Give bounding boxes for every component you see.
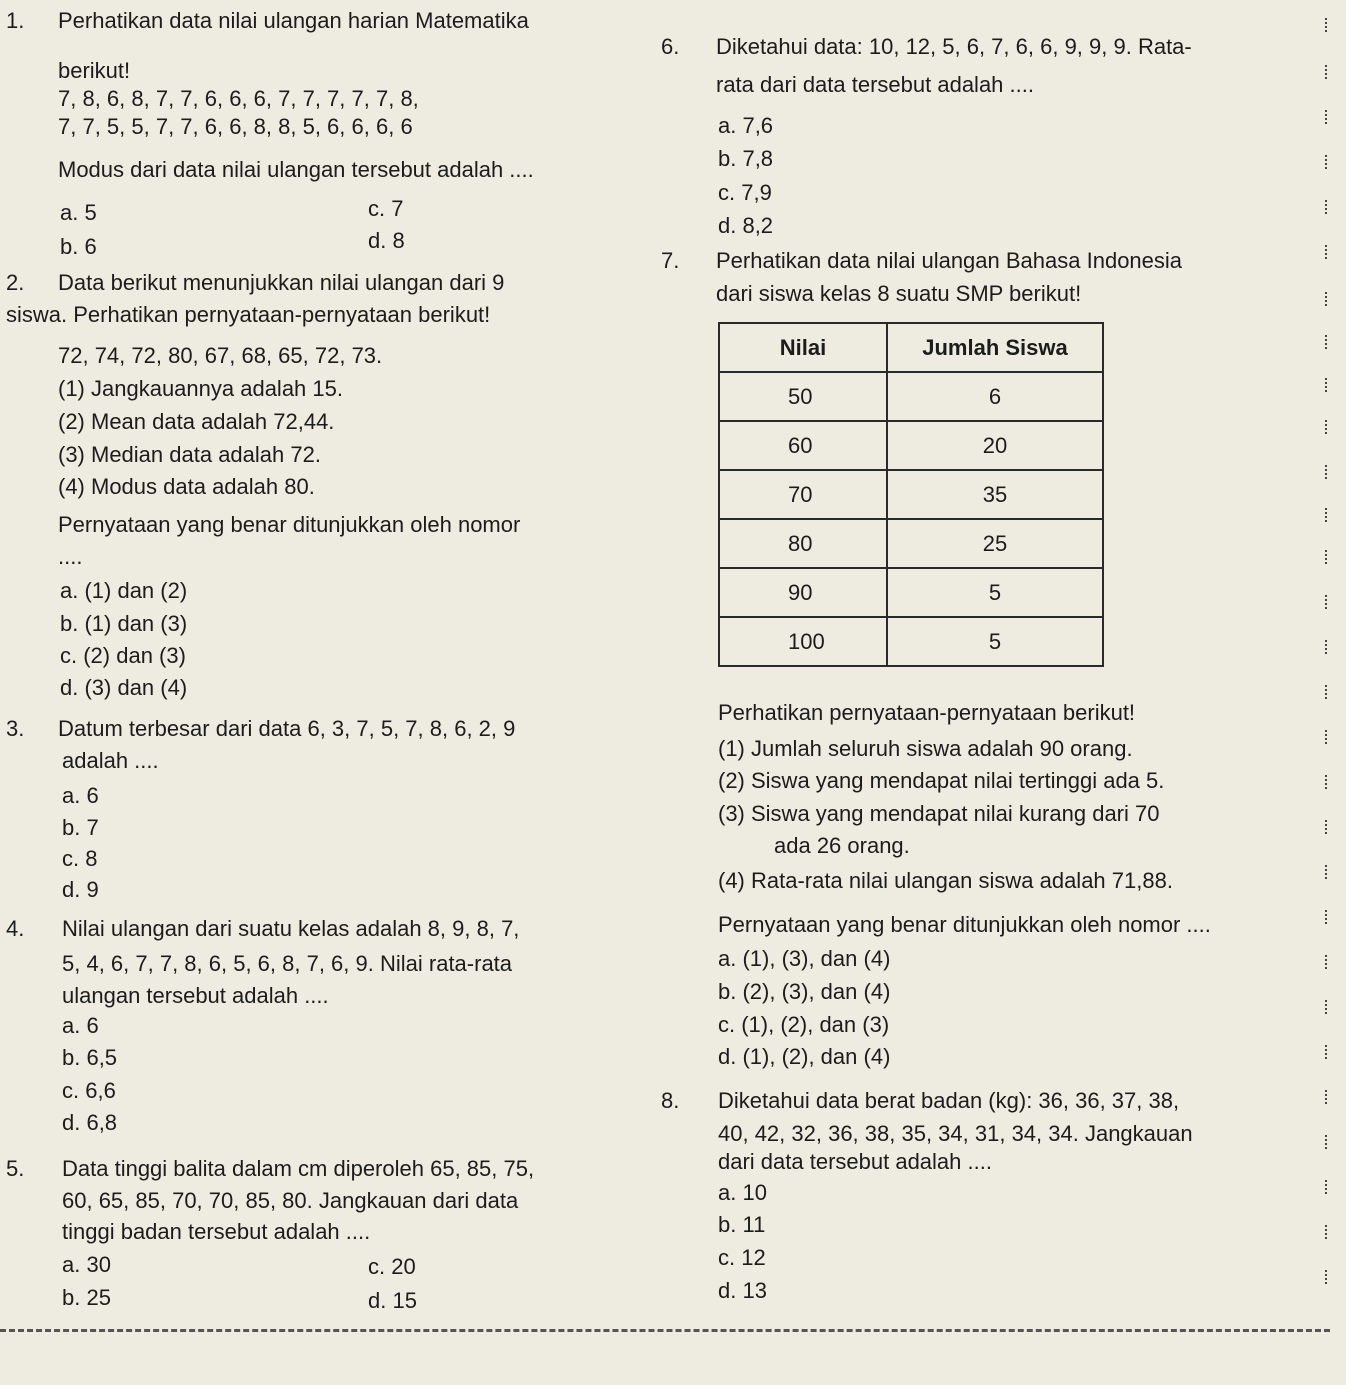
q7-question: Pernyataan yang benar ditunjukkan oleh nomor .... [718,912,1211,937]
q5-text-line2: 60, 65, 85, 70, 70, 85, 80. Jangkauan dari data [62,1188,519,1213]
table-header-nilai: Nilai [719,323,887,372]
margin-mark [1325,465,1330,479]
table-cell-jumlah: 5 [887,617,1103,666]
q1-data-line1: 7, 8, 6, 8, 7, 7, 6, 6, 6, 7, 7, 7, 7, 7, 8, [58,86,419,111]
q4-number: 4. [6,916,25,941]
q6-text-line2: rata dari data tersebut adalah .... [716,72,1034,97]
margin-mark [1325,292,1330,306]
table-row [719,372,1103,421]
q2-statement-1: (1) Jangkauannya adalah 15. [58,376,343,401]
margin-mark [1325,955,1330,969]
table-cell-nilai: 90 [719,568,887,617]
margin-dotted-marks [1325,10,1335,1320]
q7-text-line2: dari siswa kelas 8 suatu SMP berikut! [716,281,1082,306]
q5-option-d: d. 15 [368,1288,417,1313]
q1-option-b: b. 6 [60,234,97,259]
margin-mark [1325,820,1330,834]
q1-option-c: c. 7 [368,196,404,221]
q2-data: 72, 74, 72, 80, 67, 68, 65, 72, 73. [58,343,383,368]
q7-option-c: c. (1), (2), dan (3) [718,1012,890,1037]
table-row [719,617,1103,666]
margin-mark [1325,1180,1330,1194]
q6-number: 6. [661,34,680,59]
q3-option-a: a. 6 [62,783,99,808]
q2-option-d: d. (3) dan (4) [60,675,188,700]
margin-mark [1325,18,1330,32]
q8-option-c: c. 12 [718,1245,766,1270]
table-row [719,421,1103,470]
q8-option-d: d. 13 [718,1278,767,1303]
q4-option-d: d. 6,8 [62,1110,118,1135]
dashed-cut-line [0,1329,1330,1332]
q5-text-line1: Data tinggi balita dalam cm diperoleh 65, 85, 75, [62,1156,535,1181]
q5-option-c: c. 20 [368,1254,416,1279]
q8-number: 8. [661,1088,680,1113]
q2-option-b: b. (1) dan (3) [60,611,188,636]
q1-text-line2: berikut! [58,58,131,83]
q7-statement-1: (1) Jumlah seluruh siswa adalah 90 orang. [718,736,1133,761]
table-cell-jumlah: 20 [887,421,1103,470]
margin-mark [1325,775,1330,789]
q2-number: 2. [6,270,25,295]
q7-option-a: a. (1), (3), dan (4) [718,946,891,971]
q2-text-line2: siswa. Perhatikan pernyataan-pernyataan berikut! [6,302,491,327]
q5-option-b: b. 25 [62,1285,111,1310]
margin-mark [1325,550,1330,564]
q8-text-line1: Diketahui data berat badan (kg): 36, 36, 37, 38, [718,1088,1180,1113]
q7-statement-2: (2) Siswa yang mendapat nilai tertinggi ada 5. [718,768,1165,793]
margin-mark [1325,200,1330,214]
q4-text-line2: 5, 4, 6, 7, 7, 8, 6, 5, 6, 8, 7, 6, 9. Nilai rata-rata [62,951,513,976]
q6-option-d: d. 8,2 [718,213,774,238]
q2-statement-3: (3) Median data adalah 72. [58,442,321,467]
margin-mark [1325,155,1330,169]
table-row [719,568,1103,617]
q3-number: 3. [6,716,25,741]
q5-option-a: a. 30 [62,1252,111,1277]
q3-option-d: d. 9 [62,877,99,902]
q8-option-a: a. 10 [718,1180,767,1205]
margin-mark [1325,1090,1330,1104]
margin-mark [1325,640,1330,654]
q4-option-b: b. 6,5 [62,1045,118,1070]
margin-mark [1325,245,1330,259]
q1-question: Modus dari data nilai ulangan tersebut adalah .... [58,157,534,182]
margin-mark [1325,110,1330,124]
q7-statement-4: (4) Rata-rata nilai ulangan siswa adalah 71,88. [718,868,1173,893]
margin-mark [1325,865,1330,879]
table-cell-jumlah: 6 [887,372,1103,421]
table-cell-nilai: 60 [719,421,887,470]
q7-option-d: d. (1), (2), dan (4) [718,1044,891,1069]
q4-option-c: c. 6,6 [62,1078,116,1103]
q7-data-table [718,322,1104,667]
table-cell-nilai: 80 [719,519,887,568]
margin-mark [1325,1270,1330,1284]
q3-text-line2: adalah .... [62,748,159,773]
margin-mark [1325,335,1330,349]
q2-option-a: a. (1) dan (2) [60,578,188,603]
q7-option-b: b. (2), (3), dan (4) [718,979,891,1004]
table-cell-jumlah: 35 [887,470,1103,519]
table-row [719,519,1103,568]
margin-mark [1325,1045,1330,1059]
q6-option-b: b. 7,8 [718,146,774,171]
q3-option-c: c. 8 [62,846,98,871]
margin-mark [1325,1225,1330,1239]
q2-question-line1: Pernyataan yang benar ditunjukkan oleh nomor [58,512,521,537]
q2-statement-4: (4) Modus data adalah 80. [58,474,315,499]
q5-number: 5. [6,1156,25,1181]
table-row [719,470,1103,519]
table-cell-jumlah: 5 [887,568,1103,617]
q3-option-b: b. 7 [62,815,99,840]
margin-mark [1325,1000,1330,1014]
table-header-jumlah-siswa: Jumlah Siswa [887,323,1103,372]
q5-text-line3: tinggi badan tersebut adalah .... [62,1219,371,1244]
q1-text-line1: Perhatikan data nilai ulangan harian Matematika [58,8,529,33]
q3-text-line1: Datum terbesar dari data 6, 3, 7, 5, 7, 8, 6, 2, 9 [58,716,516,741]
q6-option-c: c. 7,9 [718,180,772,205]
margin-mark [1325,420,1330,434]
table-cell-jumlah: 25 [887,519,1103,568]
q7-number: 7. [661,248,680,273]
q2-statement-2: (2) Mean data adalah 72,44. [58,409,335,434]
margin-mark [1325,685,1330,699]
q7-intro: Perhatikan pernyataan-pernyataan berikut! [718,700,1136,725]
q1-number: 1. [6,8,25,33]
table-header-row [719,323,1103,372]
q1-option-a: a. 5 [60,200,97,225]
q7-text-line1: Perhatikan data nilai ulangan Bahasa Indonesia [716,248,1183,273]
table-cell-nilai: 70 [719,470,887,519]
q4-text-line3: ulangan tersebut adalah .... [62,983,329,1008]
q6-text-line1: Diketahui data: 10, 12, 5, 6, 7, 6, 6, 9, 9, 9. Rata- [716,34,1192,59]
q2-question-line2: .... [58,544,83,569]
q7-statement-3-line2: ada 26 orang. [774,833,910,858]
table-cell-nilai: 50 [719,372,887,421]
q4-text-line1: Nilai ulangan dari suatu kelas adalah 8, 9, 8, 7, [62,916,520,941]
margin-mark [1325,910,1330,924]
q8-option-b: b. 11 [718,1212,766,1237]
table-cell-nilai: 100 [719,617,887,666]
margin-mark [1325,508,1330,522]
q2-option-c: c. (2) dan (3) [60,643,186,668]
q1-data-line2: 7, 7, 5, 5, 7, 7, 6, 6, 8, 8, 5, 6, 6, 6, 6 [58,114,413,139]
margin-mark [1325,378,1330,392]
q2-text-line1: Data berikut menunjukkan nilai ulangan dari 9 [58,270,505,295]
q1-option-d: d. 8 [368,228,405,253]
margin-mark [1325,730,1330,744]
q8-text-line2: 40, 42, 32, 36, 38, 35, 34, 31, 34, 34. Jangkauan [718,1121,1193,1146]
q6-option-a: a. 7,6 [718,113,774,138]
q8-text-line3: dari data tersebut adalah .... [718,1149,992,1174]
margin-mark [1325,65,1330,79]
margin-mark [1325,1135,1330,1149]
q4-option-a: a. 6 [62,1013,99,1038]
q7-statement-3-line1: (3) Siswa yang mendapat nilai kurang dari 70 [718,801,1160,826]
margin-mark [1325,595,1330,609]
